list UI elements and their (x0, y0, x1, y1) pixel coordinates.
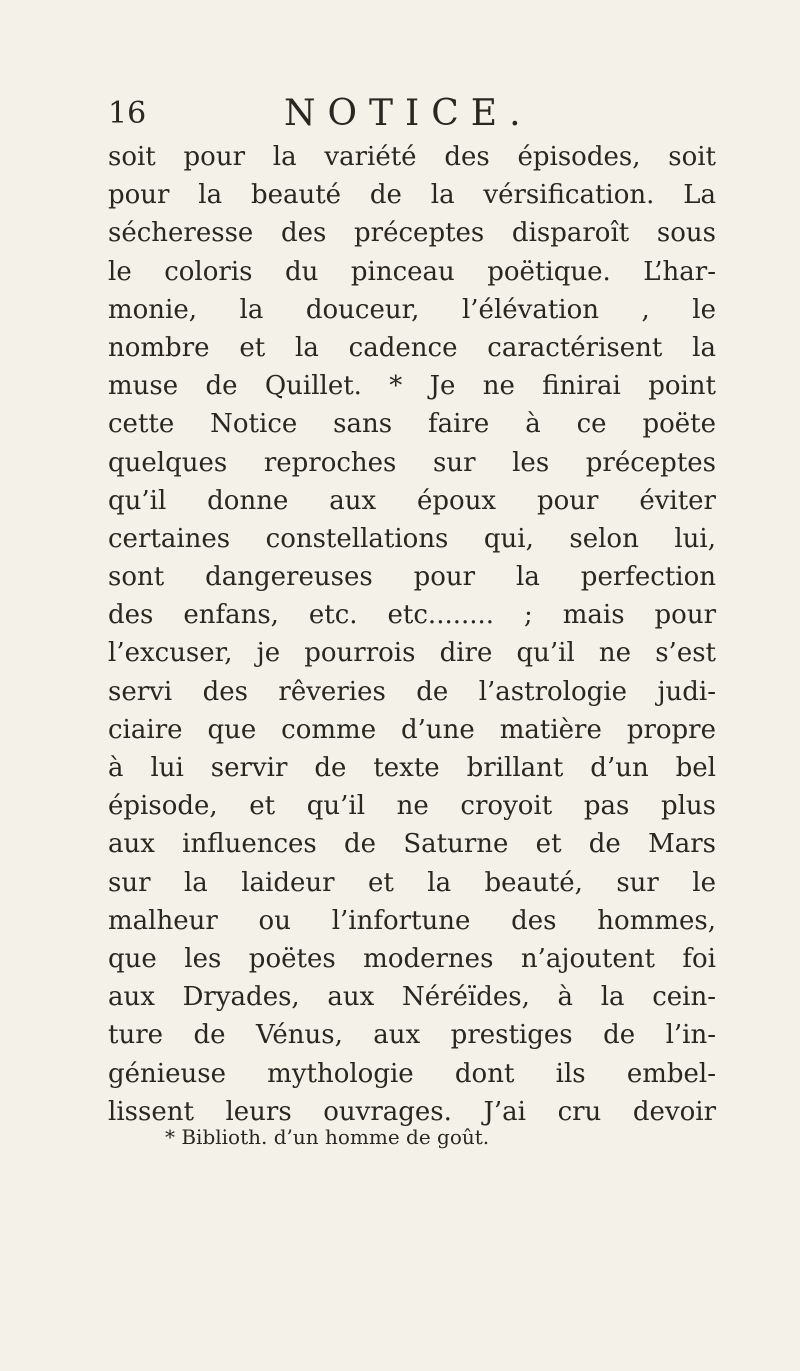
text-line: que les poëtes modernes n’ajoutent foi (108, 943, 716, 974)
text-line: quelques reproches sur les préceptes (108, 447, 716, 478)
text-line: le coloris du pinceau poëtique. L’har- (108, 256, 716, 287)
text-line: cette Notice sans faire à ce poëte (108, 409, 716, 440)
text-line: nombre et la cadence caractérisent la (108, 332, 716, 363)
footnote: * Biblioth. d’un homme de goût. (165, 1125, 490, 1149)
text-line: ture de Vénus, aux prestiges de l’in- (108, 1020, 716, 1051)
text-line: monie, la douceur, l’élévation , le (108, 294, 716, 325)
text-line: servi des rêveries de l’astrologie judi- (108, 676, 716, 707)
text-line: génieuse mythologie dont ils embel- (108, 1058, 716, 1089)
text-line: soit pour la variété des épisodes, soit (108, 142, 716, 172)
text-line: muse de Quillet. * Je ne finirai point (108, 371, 716, 402)
text-line: des enfans, etc. etc........ ; mais pour (108, 600, 716, 631)
text-line: ciaire que comme d’une matière propre (108, 714, 716, 745)
body-text (108, 138, 716, 1131)
text-line: épisode, et qu’il ne croyoit pas plus (108, 791, 716, 822)
page-header (108, 93, 718, 135)
text-line: aux influences de Saturne et de Mars (108, 829, 716, 860)
text-line: sont dangereuses pour la perfection (108, 562, 716, 593)
text-line: pour la beauté de la vérsification. La (108, 180, 716, 211)
text-line: à lui servir de texte brillant d’un bel (108, 753, 716, 783)
text-line: certaines constellations qui, selon lui, (108, 523, 716, 554)
running-title: NOTICE. (284, 93, 533, 134)
text-line: malheur ou l’infortune des hommes, (108, 905, 716, 936)
text-line: sur la laideur et la beauté, sur le (108, 867, 716, 898)
page-number: 16 (108, 96, 147, 131)
text-line: lissent leurs ouvrages. J’ai cru devoir (108, 1096, 716, 1127)
text-line: qu’il donne aux époux pour éviter (108, 485, 716, 516)
text-line: sécheresse des préceptes disparoît sous (108, 218, 716, 249)
text-line: l’excuser, je pourrois dire qu’il ne s’est (108, 638, 716, 669)
text-line: aux Dryades, aux Néréïdes, à la cein- (108, 982, 716, 1013)
